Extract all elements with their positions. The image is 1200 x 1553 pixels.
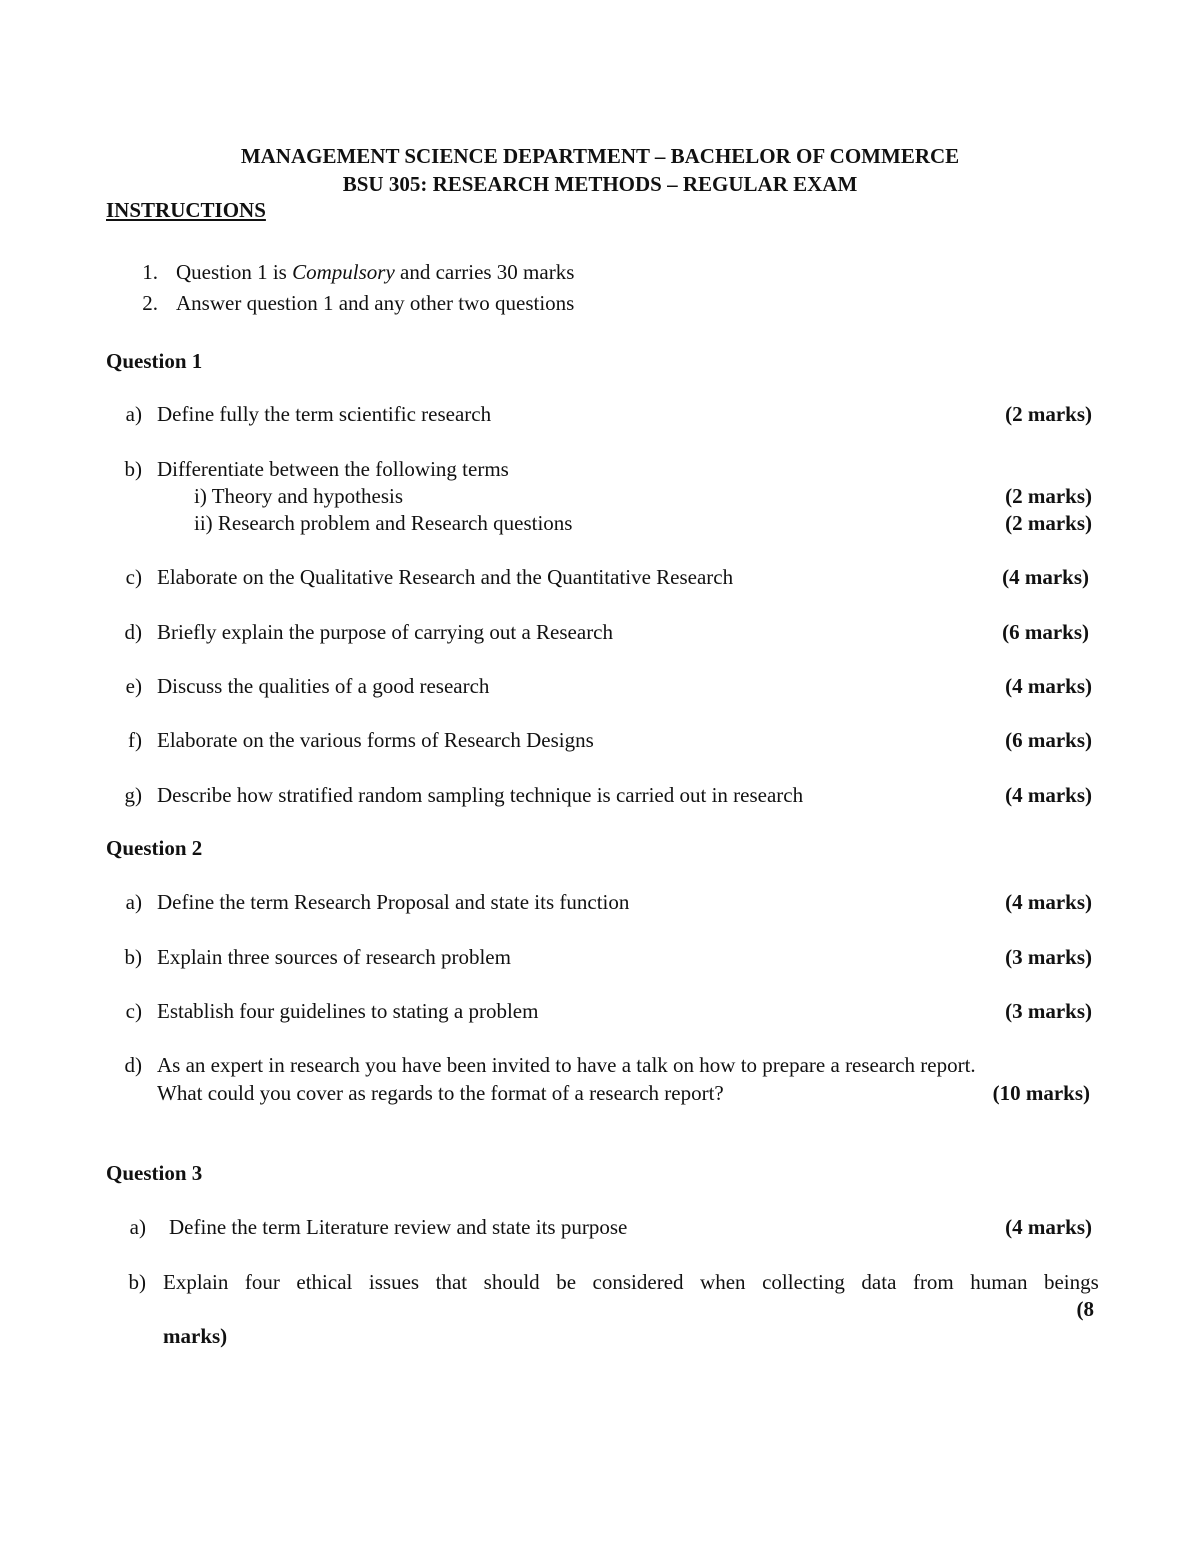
- instruction-item-1: [176, 262, 574, 283]
- word: that: [435, 1270, 468, 1294]
- item-letter: g): [124, 783, 142, 807]
- word: should: [483, 1270, 540, 1294]
- q1-a-text: Define fully the term scientific research: [157, 402, 492, 426]
- item-letter: c): [125, 999, 142, 1023]
- q2-b-marks: (3 marks): [1005, 945, 1092, 969]
- q1-g-marks: (4 marks): [1005, 783, 1092, 807]
- word: ethical: [296, 1270, 353, 1294]
- q2-c-marks: (3 marks): [1005, 999, 1092, 1023]
- word: issues: [368, 1270, 420, 1294]
- q1-b-ii-marks: (2 marks): [1005, 511, 1092, 535]
- q1-b-text: Differentiate between the following terms: [157, 457, 509, 481]
- word: from: [912, 1270, 954, 1294]
- q1-g-text: Describe how stratified random sampling technique is carried out in research: [157, 783, 804, 807]
- q3-a-marks: (4 marks): [1005, 1215, 1092, 1239]
- item-letter: a): [129, 1215, 146, 1239]
- q1-b-i-text: i) Theory and hypothesis: [194, 484, 403, 508]
- question-2-title: Question 2: [106, 836, 203, 860]
- instruction-emphasis: Compulsory: [292, 260, 395, 284]
- instruction-number: 2.: [142, 291, 158, 315]
- word: human: [970, 1270, 1028, 1294]
- q1-f-text: Elaborate on the various forms of Research Designs: [157, 728, 594, 752]
- item-letter: b): [124, 457, 142, 481]
- department-heading: MANAGEMENT SCIENCE DEPARTMENT – BACHELOR OF COMMERCE: [240, 144, 960, 168]
- exam-title: BSU 305: RESEARCH METHODS – REGULAR EXAM: [342, 172, 858, 196]
- q2-a-text: Define the term Research Proposal and state its function: [157, 890, 630, 914]
- q1-c-marks: (4 marks): [1002, 565, 1089, 589]
- instruction-text: Question 1 is: [176, 260, 293, 284]
- q1-f-marks: (6 marks): [1005, 728, 1092, 752]
- item-letter: d): [124, 620, 142, 644]
- q1-a-marks: (2 marks): [1005, 402, 1092, 426]
- word: when: [700, 1270, 746, 1294]
- q3-a-text: Define the term Literature review and state its purpose: [169, 1215, 628, 1239]
- q2-d-line2: What could you cover as regards to the format of a research report?: [157, 1081, 724, 1105]
- word: considered: [592, 1270, 684, 1294]
- q2-d-marks: (10 marks): [992, 1081, 1090, 1105]
- instruction-number: 1.: [142, 260, 158, 284]
- word: collecting: [762, 1270, 845, 1294]
- q2-b-text: Explain three sources of research problem: [157, 945, 511, 969]
- q1-b-i-marks: (2 marks): [1005, 484, 1092, 508]
- q3-b-text: [163, 1272, 1099, 1293]
- q1-c-text: Elaborate on the Qualitative Research and the Quantitative Research: [157, 565, 734, 589]
- word: be: [556, 1270, 577, 1294]
- q1-d-marks: (6 marks): [1002, 620, 1089, 644]
- q1-e-marks: (4 marks): [1005, 674, 1092, 698]
- q1-e-text: Discuss the qualities of a good research: [157, 674, 490, 698]
- q2-d-line1: As an expert in research you have been invited to have a talk on how to prepare a research report.: [157, 1053, 976, 1077]
- word: data: [861, 1270, 897, 1294]
- item-letter: a): [125, 890, 142, 914]
- word: four: [244, 1270, 280, 1294]
- instruction-text: and carries 30 marks: [394, 260, 575, 284]
- item-letter: a): [125, 402, 142, 426]
- item-letter: e): [125, 674, 142, 698]
- instruction-item-2: Answer question 1 and any other two questions: [176, 291, 575, 315]
- instructions-heading: INSTRUCTIONS: [106, 198, 266, 222]
- q1-d-text: Briefly explain the purpose of carrying out a Research: [157, 620, 614, 644]
- q1-b-ii-text: ii) Research problem and Research questions: [194, 511, 573, 535]
- word: beings: [1043, 1270, 1099, 1294]
- word: Explain: [163, 1270, 229, 1294]
- question-3-title: Question 3: [106, 1161, 203, 1185]
- item-letter: f): [128, 728, 142, 752]
- item-letter: b): [124, 945, 142, 969]
- q2-a-marks: (4 marks): [1005, 890, 1092, 914]
- item-letter: c): [125, 565, 142, 589]
- question-1-title: Question 1: [106, 349, 203, 373]
- q2-c-text: Establish four guidelines to stating a problem: [157, 999, 539, 1023]
- q3-b-marks-part2: marks): [163, 1324, 228, 1348]
- item-letter: b): [128, 1270, 146, 1294]
- q3-b-marks-part1: (8: [1076, 1297, 1094, 1321]
- item-letter: d): [124, 1053, 142, 1077]
